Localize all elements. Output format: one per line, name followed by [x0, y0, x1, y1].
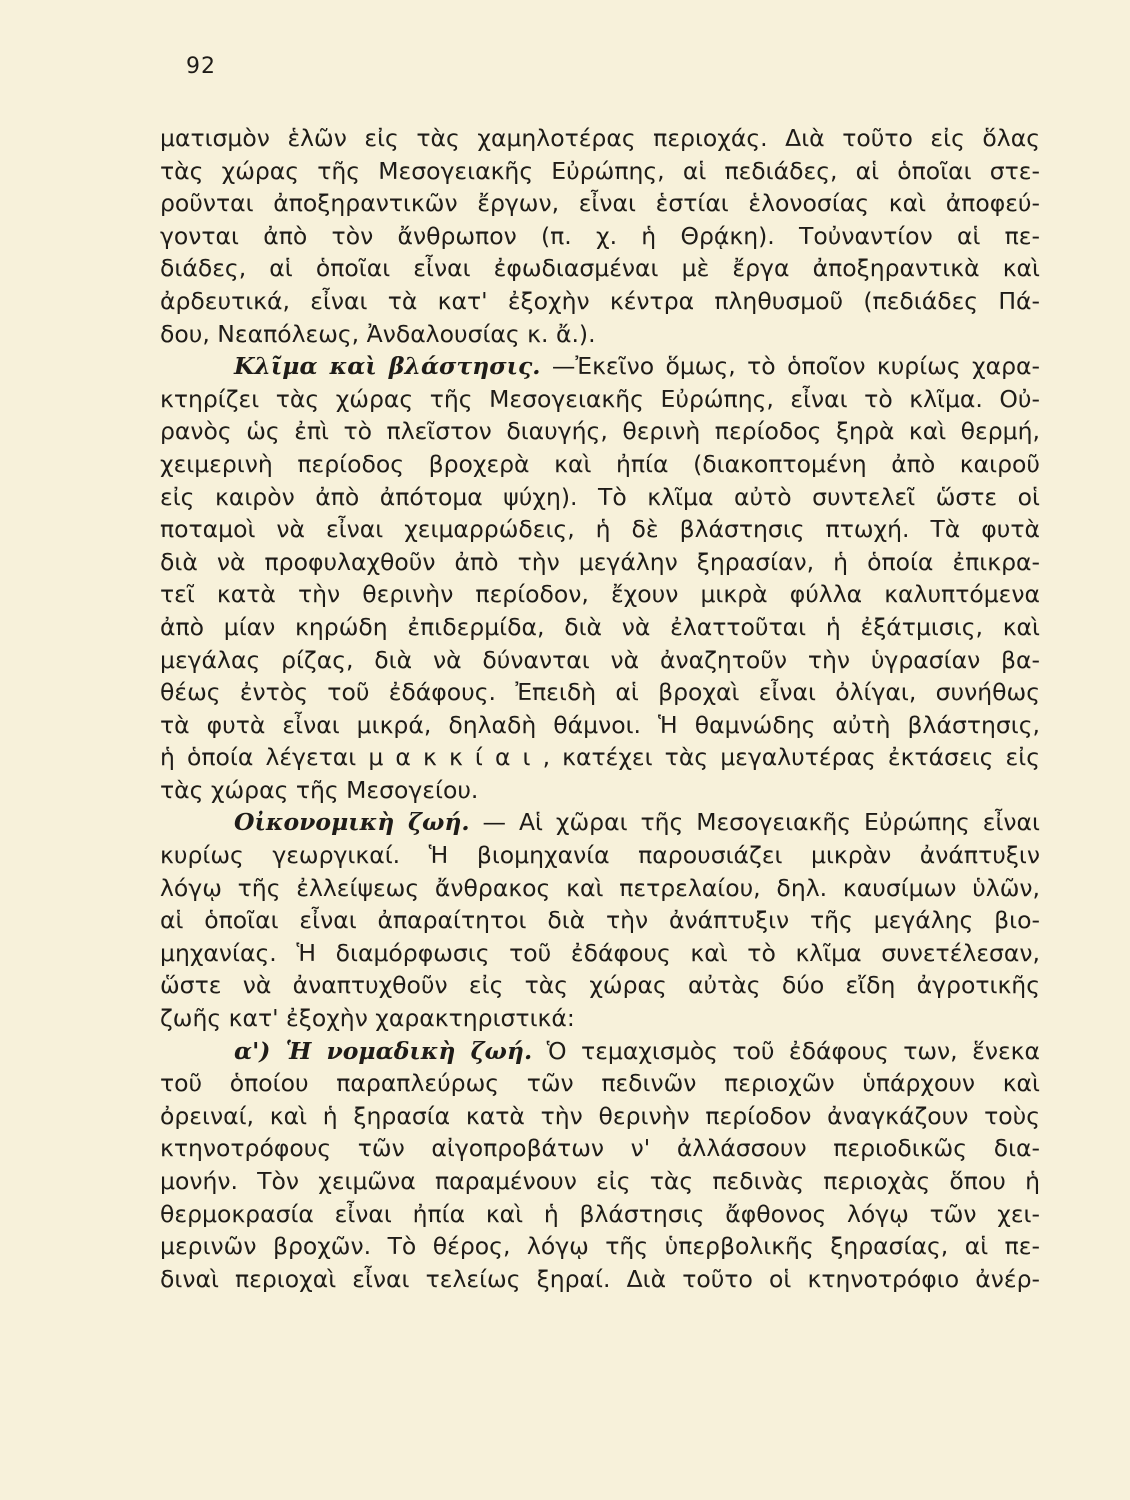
text-line [160, 415, 1040, 448]
line-text: τὰς χώρας τῆς Μεσογειακῆς Εὐρώπης, αἱ πεδιάδες, αἱ ὁποῖαι στε- [160, 156, 1040, 185]
text-line [160, 1132, 1040, 1165]
line-text: τεῖ κατὰ τὴν θερινὴν περίοδον, ἔχουν μικρὰ φύλλα καλυπτόμενα [160, 580, 1040, 609]
line-text: ἡ ὁποία λέγεται μ α κ κ ί α ι , κατέχει τὰς μεγαλυτέρας ἐκτάσεις εἰς [160, 743, 1040, 772]
text-line [160, 611, 1040, 644]
text-line [160, 904, 1040, 937]
section-heading-line [160, 806, 1040, 839]
line-text: τὰ φυτὰ εἶναι μικρά, δηλαδὴ θάμνοι. Ἡ θαμνώδης αὐτὴ βλάστησις, [160, 710, 1040, 739]
line-text: ζωῆς κατ' ἐξοχὴν χαρακτηριστικά: [160, 1004, 575, 1033]
text-line [160, 741, 1040, 774]
text-line [160, 122, 1040, 155]
line-text: τὰς χώρας τῆς Μεσογείου. [160, 775, 479, 804]
text-line [160, 1230, 1040, 1263]
line-text: δου, Νεαπόλεως, Ἀνδαλουσίας κ. ἄ.). [160, 319, 596, 348]
text-line [160, 969, 1040, 1002]
text-line [160, 839, 1040, 872]
line-text: Ὁ τεμαχισμὸς τοῦ ἐδάφους των, ἕνεκα [532, 1036, 1040, 1065]
line-text: ρανὸς ὡς ἐπὶ τὸ πλεῖστον διαυγής, θερινὴ περίοδος ξηρὰ καὶ θερμή, [160, 417, 1040, 446]
text-line [160, 774, 1040, 807]
section-heading: α') Ἡ νομαδικὴ ζωή. [234, 1036, 533, 1065]
text-line [160, 1067, 1040, 1100]
text-line [160, 155, 1040, 188]
line-text: αἱ ὁποῖαι εἶναι ἀπαραίτητοι διὰ τὴν ἀνάπτυξιν τῆς μεγάλης βιο- [160, 906, 1040, 935]
text-line [160, 676, 1040, 709]
line-text: ὥστε νὰ ἀναπτυχθοῦν εἰς τὰς χώρας αὐτὰς δύο εἴδη ἀγροτικῆς [160, 971, 1040, 1000]
line-text: ἀρδευτικά, εἶναι τὰ κατ' ἐξοχὴν κέντρα πληθυσμοῦ (πεδιάδες Πά- [160, 286, 1040, 315]
text-line [160, 1002, 1040, 1035]
text-line [160, 252, 1040, 285]
line-text: χειμερινὴ περίοδος βροχερὰ καὶ ἠπία (διακοπτομένη ἀπὸ καιροῦ [160, 449, 1040, 478]
text-line [160, 220, 1040, 253]
line-text: εἰς καιρὸν ἀπὸ ἀπότομα ψύχη). Τὸ κλῖμα αὐτὸ συντελεῖ ὥστε οἱ [160, 482, 1040, 511]
line-text: κτηνοτρόφους τῶν αἰγοπροβάτων ν' ἀλλάσσουν περιοδικῶς δια- [160, 1134, 1040, 1163]
line-text: θερμοκρασία εἶναι ἠπία καὶ ἡ βλάστησις ἄφθονος λόγῳ τῶν χει- [160, 1199, 1040, 1228]
text-line [160, 285, 1040, 318]
line-text: μονήν. Τὸν χειμῶνα παραμένουν εἰς τὰς πεδινὰς περιοχὰς ὅπου ἡ [160, 1167, 1040, 1195]
section-heading-line [160, 1035, 1040, 1068]
text-line [160, 709, 1040, 742]
line-text: διάδες, αἱ ὁποῖαι εἶναι ἐφωδιασμέναι μὲ ἔργα ἀποξηραντικὰ καὶ [160, 254, 1040, 283]
line-text: διναὶ περιοχαὶ εἶναι τελείως ξηραί. Διὰ τοῦτο οἱ κτηνοτρόφιο ἀνέρ- [160, 1264, 1040, 1293]
line-text: λόγῳ τῆς ἐλλείψεως ἄνθρακος καὶ πετρελαίου, δηλ. καυσίμων ὑλῶν, [160, 873, 1040, 902]
text-line [160, 513, 1040, 546]
text-line [160, 1165, 1040, 1198]
text-line [160, 872, 1040, 905]
text-line [160, 937, 1040, 970]
line-text: τοῦ ὁποίου παραπλεύρως τῶν πεδινῶν περιοχῶν ὑπάρχουν καὶ [160, 1069, 1040, 1098]
line-text: ματισμὸν ἑλῶν εἰς τὰς χαμηλοτέρας περιοχάς. Διὰ τοῦτο εἰς ὅλας [160, 124, 1040, 152]
line-text: ὀρειναί, καὶ ἡ ξηρασία κατὰ τὴν θερινὴν περίοδον ἀναγκάζουν τοὺς [160, 1101, 1040, 1130]
line-text: — Αἱ χῶραι τῆς Μεσογειακῆς Εὐρώπης εἶναι [469, 808, 1040, 837]
text-line [160, 383, 1040, 416]
text-line [160, 644, 1040, 677]
line-text: ροῦνται ἀποξηραντικῶν ἔργων, εἶναι ἑστίαι ἑλονοσίας καὶ ἀποφεύ- [160, 189, 1040, 218]
line-text: μεγάλας ρίζας, διὰ νὰ δύνανται νὰ ἀναζητοῦν τὴν ὑγρασίαν βα- [160, 645, 1040, 674]
text-line [160, 318, 1040, 351]
line-text: διὰ νὰ προφυλαχθοῦν ἀπὸ τὴν μεγάλην ξηρασίαν, ἡ ὁποία ἐπικρα- [160, 547, 1040, 576]
line-text: μερινῶν βροχῶν. Τὸ θέρος, λόγῳ τῆς ὑπερβολικῆς ξηρασίας, αἱ πε- [160, 1232, 1040, 1261]
text-line [160, 1263, 1040, 1296]
line-text: γονται ἀπὸ τὸν ἄνθρωπον (π. χ. ἡ Θρᾴκη). Τοὐναντίον αἱ πε- [160, 221, 1040, 250]
section-heading: Οἰκονομικὴ ζωή. [234, 808, 470, 837]
line-text: θέως ἐντὸς τοῦ ἐδάφους. Ἐπειδὴ αἱ βροχαὶ εἶναι ὀλίγαι, συνήθως [160, 678, 1040, 707]
section-heading-line [160, 350, 1040, 383]
section-heading: Κλῖμα καὶ βλάστησις. [234, 352, 541, 381]
text-line [160, 481, 1040, 514]
text-line [160, 578, 1040, 611]
line-text: μηχανίας. Ἡ διαμόρφωσις τοῦ ἐδάφους καὶ τὸ κλῖμα συνετέλεσαν, [160, 938, 1040, 967]
line-text: κτηρίζει τὰς χώρας τῆς Μεσογειακῆς Εὐρώπης, εἶναι τὸ κλῖμα. Οὐ- [160, 384, 1040, 413]
text-line [160, 1198, 1040, 1231]
line-text: —Ἐκεῖνο ὅμως, τὸ ὁποῖον κυρίως χαρα- [540, 352, 1040, 381]
text-line [160, 448, 1040, 481]
text-line [160, 1100, 1040, 1133]
line-text: ἀπὸ μίαν κηρώδη ἐπιδερμίδα, διὰ νὰ ἐλαττοῦται ἡ ἐξάτμισις, καὶ [160, 612, 1040, 641]
text-block [160, 122, 1040, 1295]
line-text: ποταμοὶ νὰ εἶναι χειμαρρώδεις, ἡ δὲ βλάστησις πτωχή. Τὰ φυτὰ [160, 515, 1040, 544]
text-line [160, 187, 1040, 220]
page-number: 92 [186, 54, 216, 79]
text-line [160, 546, 1040, 579]
line-text: κυρίως γεωργικαί. Ἡ βιομηχανία παρουσιάζει μικρὰν ἀνάπτυξιν [160, 841, 1040, 870]
